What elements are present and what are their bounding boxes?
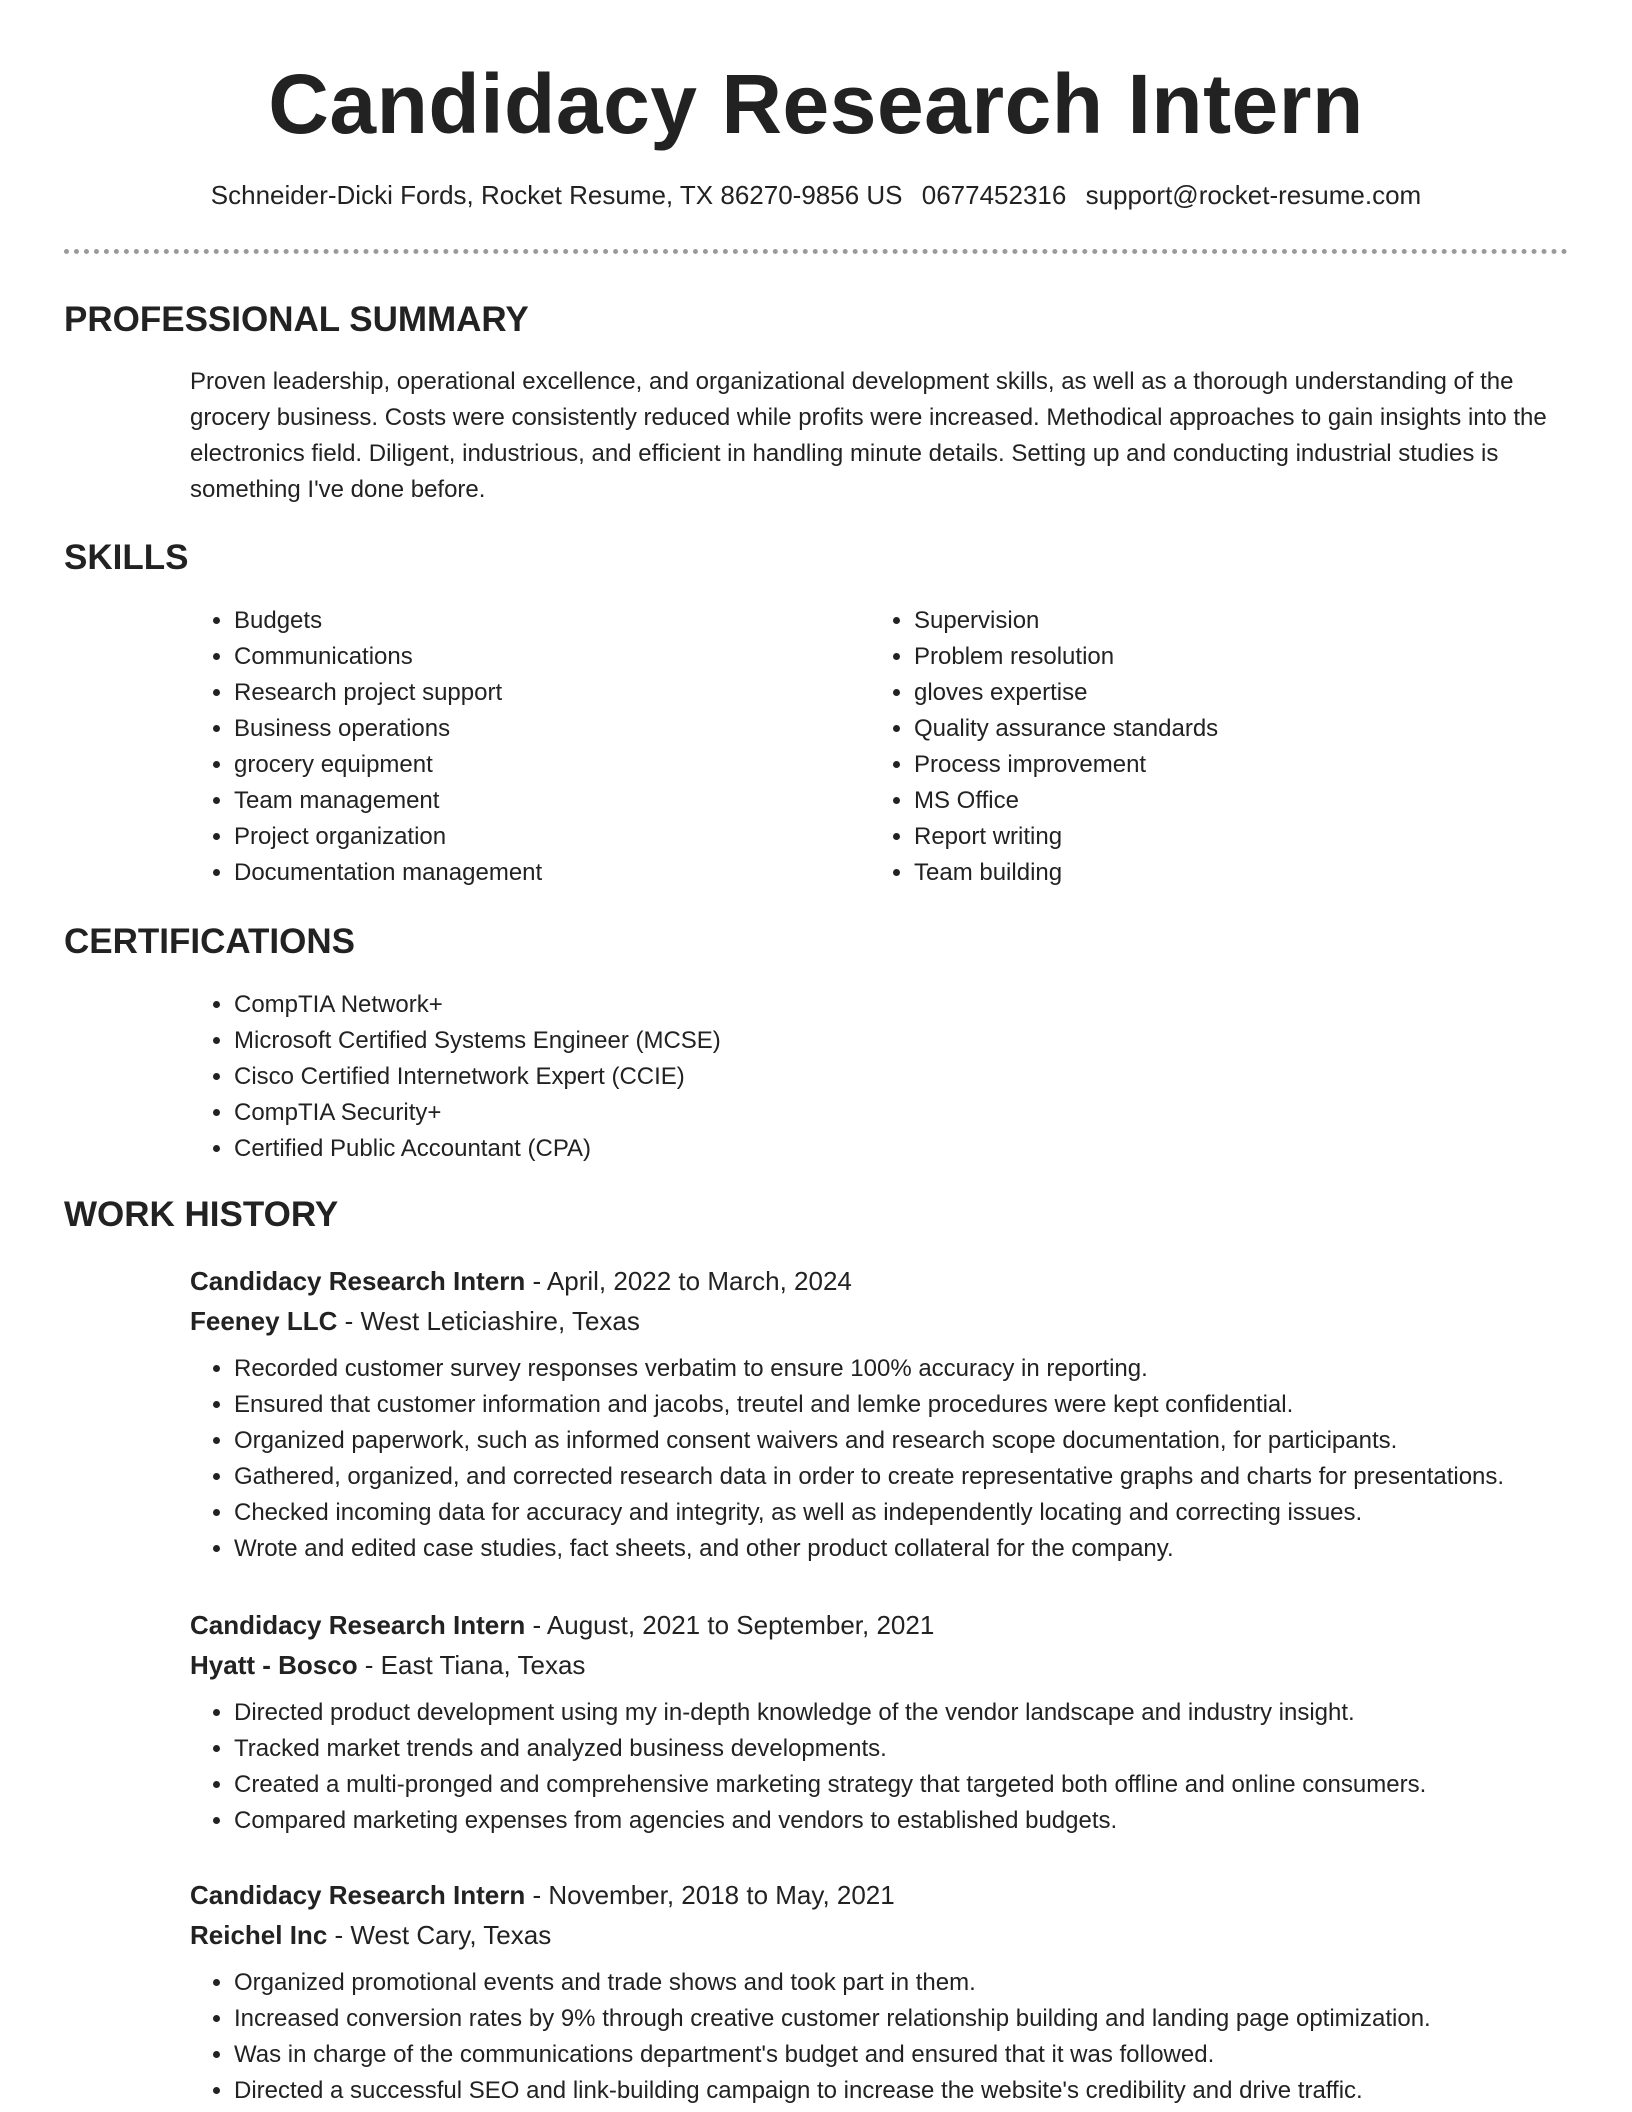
contact-address: Schneider-Dicki Fords, Rocket Resume, TX 86270-9856 US [210, 180, 903, 210]
job-bullet: • Recorded customer survey responses verbatim to ensure 100% accuracy in reporting. [234, 1351, 1568, 1387]
summary-heading: PROFESSIONAL SUMMARY [64, 300, 529, 339]
skills-heading: SKILLS [64, 538, 189, 577]
job-title-line [190, 1605, 1568, 1645]
job-bullets [190, 1965, 1568, 2109]
work-history-heading: WORK HISTORY [64, 1195, 339, 1234]
job-location: - West Leticiashire, Texas [337, 1306, 640, 1336]
skill-item: • Process improvement [914, 747, 1470, 783]
skills-list-right [870, 603, 1470, 891]
certification-item: • Cisco Certified Internetwork Expert (CCIE) [234, 1059, 1190, 1095]
skill-item: • Team management [234, 783, 790, 819]
skill-item: • Communications [234, 639, 790, 675]
job-entry [190, 1605, 1568, 1839]
job-dates: - November, 2018 to May, 2021 [525, 1880, 895, 1910]
job-role: Candidacy Research Intern [190, 1610, 526, 1640]
skill-item: • Documentation management [234, 855, 790, 891]
skill-item: • Budgets [234, 603, 790, 639]
contact-email: support@rocket-resume.com [1085, 180, 1422, 210]
certification-item: • CompTIA Network+ [234, 987, 1190, 1023]
certifications-list [190, 987, 1190, 1167]
job-entry [190, 1875, 1568, 2109]
skills-left-column [190, 603, 790, 891]
skill-item: • Report writing [914, 819, 1470, 855]
certification-item: • Certified Public Accountant (CPA) [234, 1131, 1190, 1167]
job-bullet: • Ensured that customer information and jacobs, treutel and lemke procedures were kept confidential. [234, 1387, 1568, 1423]
skills-list-left [190, 603, 790, 891]
job-bullet: • Increased conversion rates by 9% through creative customer relationship building and landing page optimization. [234, 2001, 1568, 2037]
job-dates: - August, 2021 to September, 2021 [525, 1610, 935, 1640]
job-title-line [190, 1261, 1568, 1301]
job-bullet: • Wrote and edited case studies, fact sheets, and other product collateral for the company. [234, 1531, 1568, 1567]
skill-item: • Team building [914, 855, 1470, 891]
job-bullet: • Organized promotional events and trade shows and took part in them. [234, 1965, 1568, 2001]
job-bullet: • Compared marketing expenses from agencies and vendors to established budgets. [234, 1803, 1568, 1839]
job-company-line [190, 1645, 1568, 1685]
contact-phone: 0677452316 [921, 180, 1067, 210]
job-bullet: • Directed a successful SEO and link-building campaign to increase the website's credibility and drive traffic. [234, 2073, 1568, 2109]
job-bullet: • Directed product development using my in-depth knowledge of the vendor landscape and industry insight. [234, 1695, 1568, 1731]
job-entry [190, 1261, 1568, 1567]
skill-item: • Quality assurance standards [914, 711, 1470, 747]
job-bullet: • Gathered, organized, and corrected research data in order to create representative graphs and charts for presentations. [234, 1459, 1568, 1495]
resume-page [64, 0, 1568, 2104]
job-dates: - April, 2022 to March, 2024 [525, 1266, 852, 1296]
summary-text: Proven leadership, operational excellence, and organizational development skills, as well as a thorough understanding of the grocery business. Costs were consistently reduced while profits were increased. Methodical approaches to gain insights into the electronics field. Diligent, industrious, and efficient in handling minute details. Setting up and conducting industrial studies is something I've done before. [190, 368, 1547, 503]
contact-line [64, 178, 1568, 212]
job-bullet: • Organized paperwork, such as informed consent waivers and research scope documentation, for participants. [234, 1423, 1568, 1459]
certifications-block [190, 987, 1190, 1167]
skills-right-column [870, 603, 1470, 891]
job-bullet: • Tracked market trends and analyzed business developments. [234, 1731, 1568, 1767]
skill-item: • gloves expertise [914, 675, 1470, 711]
job-role: Candidacy Research Intern [190, 1880, 526, 1910]
skill-item: • grocery equipment [234, 747, 790, 783]
job-bullets [190, 1695, 1568, 1839]
job-company: Hyatt - Bosco [190, 1650, 358, 1680]
job-bullet: • Checked incoming data for accuracy and integrity, as well as independently locating and correcting issues. [234, 1495, 1568, 1531]
skill-item: • Problem resolution [914, 639, 1470, 675]
job-title-line [190, 1875, 1568, 1915]
skill-item: • Supervision [914, 603, 1470, 639]
skill-item: • Research project support [234, 675, 790, 711]
certification-item: • Microsoft Certified Systems Engineer (MCSE) [234, 1023, 1190, 1059]
job-company-line [190, 1915, 1568, 1955]
job-location: - East Tiana, Texas [357, 1650, 586, 1680]
job-role: Candidacy Research Intern [190, 1266, 526, 1296]
skill-item: • Business operations [234, 711, 790, 747]
job-bullets [190, 1351, 1568, 1567]
certification-item: • CompTIA Security+ [234, 1095, 1190, 1131]
job-location: - West Cary, Texas [327, 1920, 552, 1950]
certifications-heading: CERTIFICATIONS [64, 922, 356, 961]
job-bullet: • Created a multi-pronged and comprehensive marketing strategy that targeted both offline and online consumers. [234, 1767, 1568, 1803]
job-bullet: • Was in charge of the communications department's budget and ensured that it was followed. [234, 2037, 1568, 2073]
job-company-line [190, 1301, 1568, 1341]
resume-name: Candidacy Research Intern [268, 57, 1364, 151]
skill-item: • MS Office [914, 783, 1470, 819]
job-company: Reichel Inc [190, 1920, 328, 1950]
job-company: Feeney LLC [190, 1306, 338, 1336]
header-divider [64, 249, 1568, 254]
skill-item: • Project organization [234, 819, 790, 855]
